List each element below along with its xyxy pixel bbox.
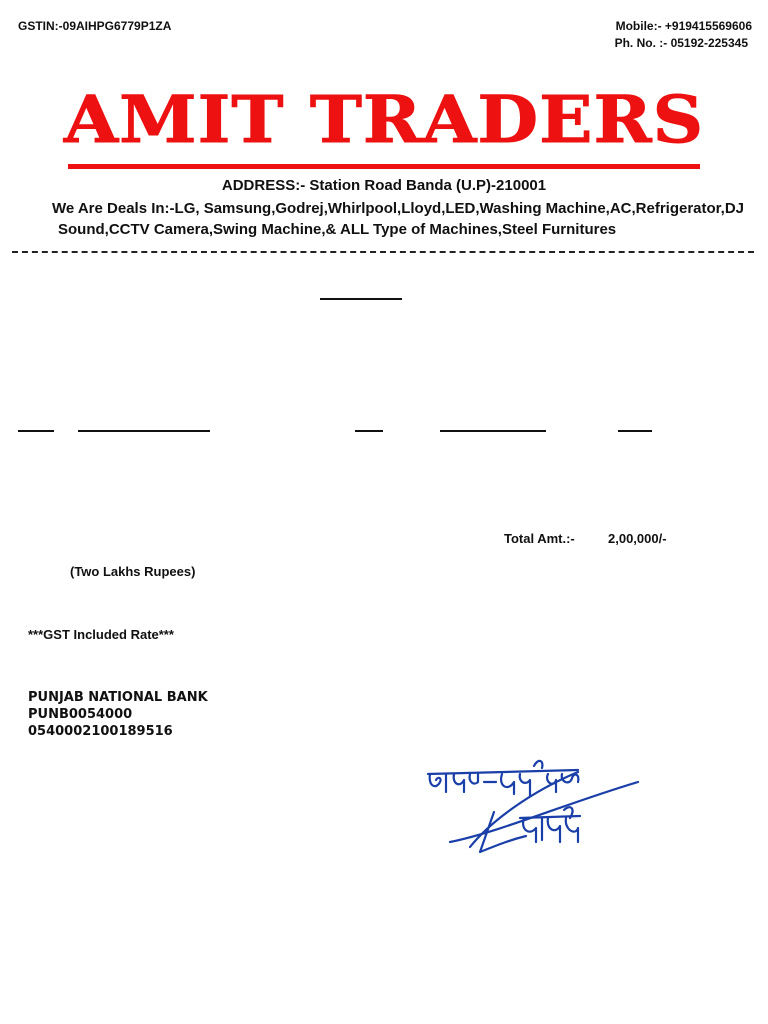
phone-number: Ph. No. :- 05192-225345	[614, 36, 748, 50]
field-blank-line	[355, 430, 383, 432]
bank-name: PUNJAB NATIONAL BANK	[28, 690, 208, 705]
gstin-number: GSTIN:-09AIHPG6779P1ZA	[18, 19, 172, 33]
company-address: ADDRESS:- Station Road Banda (U.P)-210001	[221, 177, 547, 194]
amount-in-words: (Two Lakhs Rupees)	[70, 564, 196, 579]
handwritten-signature	[410, 752, 650, 862]
title-blank-line	[320, 298, 402, 300]
deals-in-line-2: Sound,CCTV Camera,Swing Machine,& ALL Type of Machines,Steel Furnitures	[58, 221, 617, 238]
bank-account-number: 0540002100189516	[28, 724, 173, 739]
header-divider	[12, 251, 754, 253]
company-name: AMIT TRADERS	[63, 81, 705, 158]
total-amount-label: Total Amt.:-	[504, 531, 575, 546]
gst-note: ***GST Included Rate***	[28, 627, 174, 642]
field-blank-line	[78, 430, 210, 432]
deals-in-line-1: We Are Deals In:-LG, Samsung,Godrej,Whirlpool,Lloyd,LED,Washing Machine,AC,Refrigerator,DJ	[52, 200, 745, 217]
field-blank-line	[440, 430, 546, 432]
mobile-number: Mobile:- +919415569606	[615, 19, 752, 33]
total-amount-value: 2,00,000/-	[608, 531, 667, 546]
bank-ifsc: PUNB0054000	[28, 707, 133, 722]
field-blank-line	[18, 430, 54, 432]
field-blank-line	[618, 430, 652, 432]
company-name-underline	[68, 164, 700, 169]
